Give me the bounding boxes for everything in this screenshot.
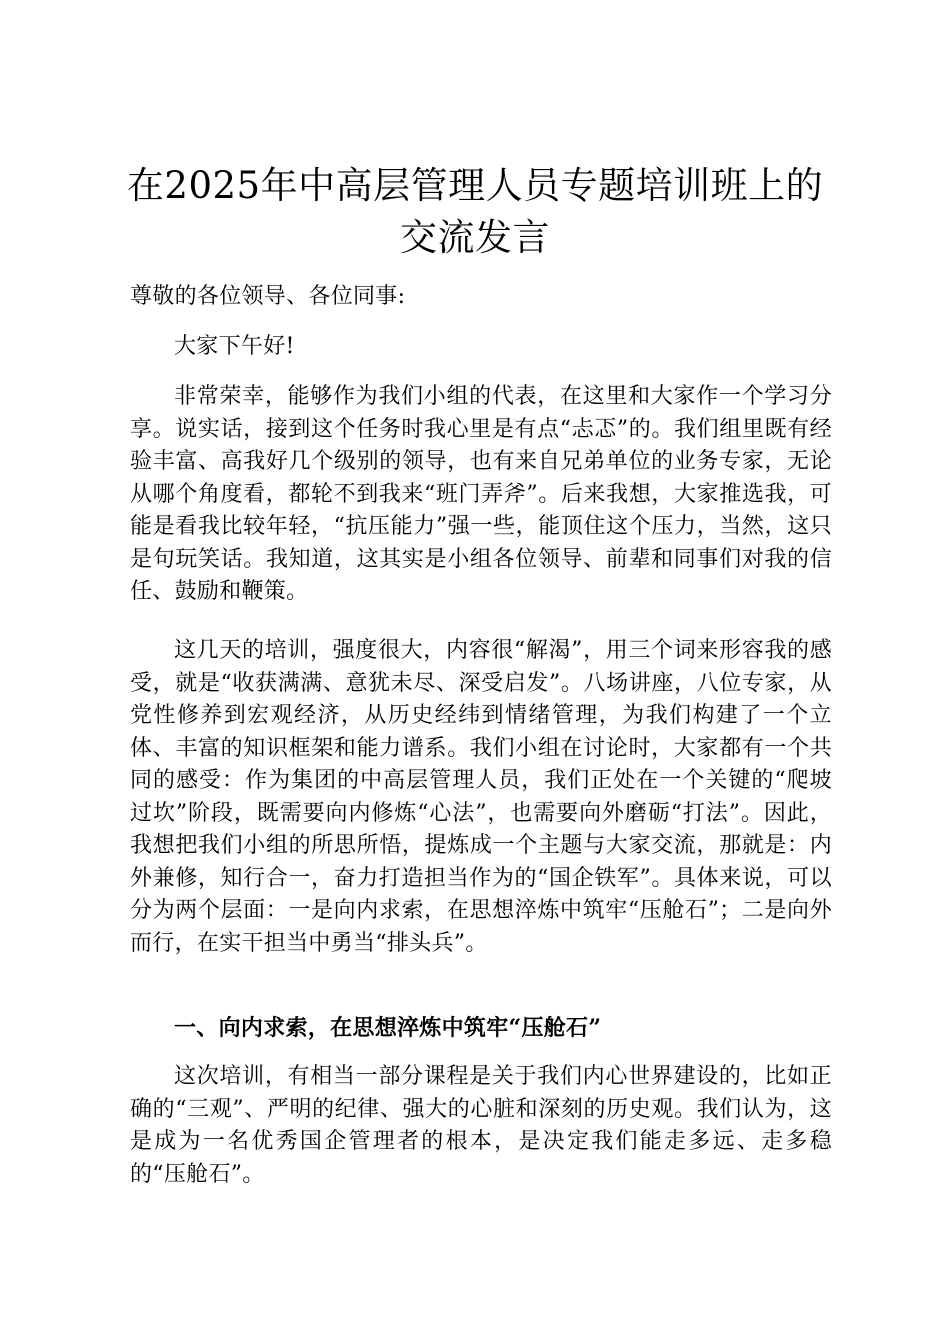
- greeting: 大家下午好!: [174, 334, 295, 359]
- salutation: 尊敬的各位领导、各位同事:: [130, 284, 406, 309]
- paragraph-1: 非常荣幸，能够作为我们小组的代表，在这里和大家作一个学习分享。说实话，接到这个任务时我心里是有点“忐忑”的。我们组里既有经验丰富、高我好几个级别的领导，也有来自兄弟单位的业务专家，无论从哪个角度看，都轮不到我来“班门弄斧”。后来我想，大家推选我，可能是看我比较年轻，“抗压能力”强一些，能顶住这个压力，当然，这只是句玩笑话。我知道，这其实是小组各位领导、前辈和同事们对我的信任、鼓励和鞭策。: [130, 384, 832, 604]
- section-heading-1: 一、向内求索，在思想淬炼中筑牢“压舱石”: [174, 1015, 602, 1041]
- paragraph-2: 这几天的培训，强度很大，内容很“解渴”，用三个词来形容我的感受，就是“收获满满、意犹未尽、深受启发”。八场讲座，八位专家，从党性修养到宏观经济，从历史经纬到情绪管理，为我们构建了一个立体、丰富的知识框架和能力谱系。我们小组在讨论时，大家都有一个共同的感受：作为集团的中高层管理人员，我们正处在一个关键的“爬坡过坎”阶段，既需要向内修炼“心法”，也需要向外磨砺“打法”。因此，我想把我们小组的所思所悟，提炼成一个主题与大家交流，那就是：内外兼修，知行合一，奋力打造担当作为的“国企铁军”。具体来说，可以分为两个层面：一是向内求索，在思想淬炼中筑牢“压舱石”；二是向外而行，在实干担当中勇当“排头兵”。: [130, 638, 832, 956]
- document-title: 在2025年中高层管理人员专题培训班上的交流发言: [126, 164, 824, 259]
- paragraph-3: 这次培训，有相当一部分课程是关于我们内心世界建设的，比如正确的“三观”、严明的纪律、强大的心脏和深刻的历史观。我们认为，这是成为一名优秀国企管理者的根本，是决定我们能走多远、走多稳的“压舱石”。: [130, 1064, 832, 1187]
